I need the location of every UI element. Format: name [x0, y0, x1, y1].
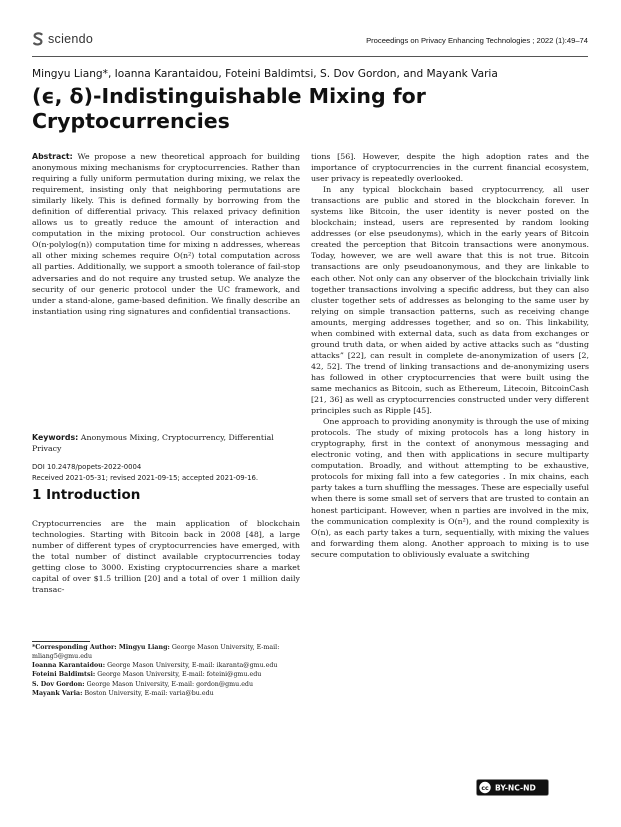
- footnote: Ioanna Karantaidou: George Mason University, E-mail: ikaranta@gmu.edu: [32, 662, 278, 670]
- right-column: [311, 151, 589, 560]
- footnote: Mayank Varia: Boston University, E-mail: varia@bu.edu: [32, 689, 214, 697]
- author-list: Mingyu Liang*, Ioanna Karantaidou, Foteini Baldimtsi, S. Dov Gordon, and Mayank Varia: [32, 68, 498, 80]
- intro-paragraph: Cryptocurrencies are the main application of blockchain technologies. Starting with Bitcoin back in 2008 [48], a large number of different types of cryptocurrencies have emerged, with the total number of distinct available cryptocurrencies today getting close to 3000. Existing cryptocurrencies share a market capital of over $1.5 trillion [20] and a total of over 1 million daily transac-: [32, 519, 300, 595]
- body-paragraph: In any typical blockchain based cryptocurrency, all user transactions are public and stored in the blockchain forever. In systems like Bitcoin, the user identity is never posted on the blockchain; instead, users are represented by random looking addresses (or else pseudonyms), which in the early years of Bitcoin created the perception that Bitcoin transactions were anonymous. Today, however, we are well aware that this is not true. Bitcoin transactions are only pseudoanonymous, and they are linkable to each other. Not only can any observer of the blockchain trivially link together transactions involving a specific address, but they can also cluster together sets of addresses as belonging to the same user by relying on simple transaction patterns, such as receiving change amounts, merging addresses together, and so on. This linkability, when combined with external data, such as data from exchanges or ground truth data, or when aided by active attacks such as “dusting attacks” [22], can result in complete de-anonymization of users [2, 42, 52]. The trend of linking transactions and de-anonymizing users has followed in other cryptocurrencies that were built using the same mechanics as Bitcoin, such as Ethereum, Litecoin, BitcoinCash [21, 36] as well as cryptocurrencies constructed under very different principles such as Ripple [45].: [311, 185, 589, 416]
- section-heading: 1 Introduction: [32, 487, 141, 503]
- svg-text:cc: cc: [481, 785, 489, 792]
- footnote-divider: [32, 641, 90, 642]
- doi: DOI 10.2478/popets-2022-0004: [32, 463, 142, 471]
- paper-title: [32, 84, 592, 134]
- sciendo-logo-icon: [32, 32, 44, 46]
- footnote: *Corresponding Author: Mingyu Liang: George Mason University, E-mail: mliang5@gmu.edu: [32, 644, 280, 661]
- keywords-text: Anonymous Mixing, Cryptocurrency, Differential Privacy: [32, 433, 274, 454]
- abstract-text: We propose a new theoretical approach for building anonymous mixing mechanisms for cryptocurrencies. Rather than requiring a fully uniform permutation during mixing, we relax the requirement, insisting only that neighboring permutations are similarly likely. This is defined formally by borrowing from the definition of differential privacy. This relaxed privacy definition allows us to greatly reduce the amount of interaction and computation in the mixing protocol. Our construction achieves O(n·polylog(n)) computation time for mixing n addresses, whereas all other mixing schemes require O(n²) total computation across all parties. Additionally, we support a smooth tolerance of fail-stop adversaries and do not require any trusted setup. We analyze the security of our generic protocol under the UC framework, and under a stand-alone, game-based definition. We finally describe an instantiation using ring signatures and confidential transactions.: [32, 152, 300, 316]
- publisher-logo: [32, 32, 93, 46]
- title-line-1: (ϵ, δ)-Indistinguishable Mixing for: [32, 84, 426, 108]
- article-meta: [32, 462, 300, 483]
- creative-commons-icon: [479, 781, 491, 793]
- logo-text: sciendo: [48, 32, 94, 46]
- author-footnotes: [32, 643, 300, 698]
- journal-citation: Proceedings on Privacy Enhancing Technologies ; 2022 (1):49–74: [366, 36, 588, 45]
- license-text: BY-NC-ND: [495, 783, 536, 793]
- abstract-label: Abstract:: [32, 152, 73, 161]
- body-paragraph: One approach to providing anonymity is through the use of mixing protocols. The study of mixing protocols has a long history in cryptography, first in the context of anonymous messaging and electronic voting, and then with applications in secure multiparty computation. Broadly, and without attempting to be exhaustive, protocols for mixing fall into a few categories . In mix chains, each party takes a turn shuffling the messages. These are especially useful when there is some small set of servers that are trusted to contain an honest participant. However, when n parties are involved in the mix, the communication complexity is O(n²), and the round complexity is O(n), as each party takes a turn, sequentially, with mixing the values and forwarding them along. Another approach to mixing is to use secure computation to obliviously evaluate a switching: [311, 417, 589, 559]
- history-dates: Received 2021-05-31; revised 2021-09-15; accepted 2021-09-16.: [32, 473, 259, 482]
- abstract: [32, 151, 300, 317]
- license-badge: [476, 779, 549, 796]
- footnote: S. Dov Gordon: George Mason University, E-mail: gordon@gmu.edu: [32, 680, 254, 688]
- keywords-label: Keywords:: [32, 433, 79, 442]
- keywords: [32, 432, 300, 454]
- body-paragraph: tions [56]. However, despite the high adoption rates and the importance of cryptocurrencies in the current financial ecosystem, user privacy is repeatedly overlooked.: [311, 152, 589, 184]
- header-divider: [32, 56, 588, 57]
- page-header: [32, 32, 588, 52]
- footnote: Foteini Baldimtsi: George Mason University, E-mail: foteini@gmu.edu: [32, 671, 262, 679]
- title-line-2: Cryptocurrencies: [32, 109, 230, 133]
